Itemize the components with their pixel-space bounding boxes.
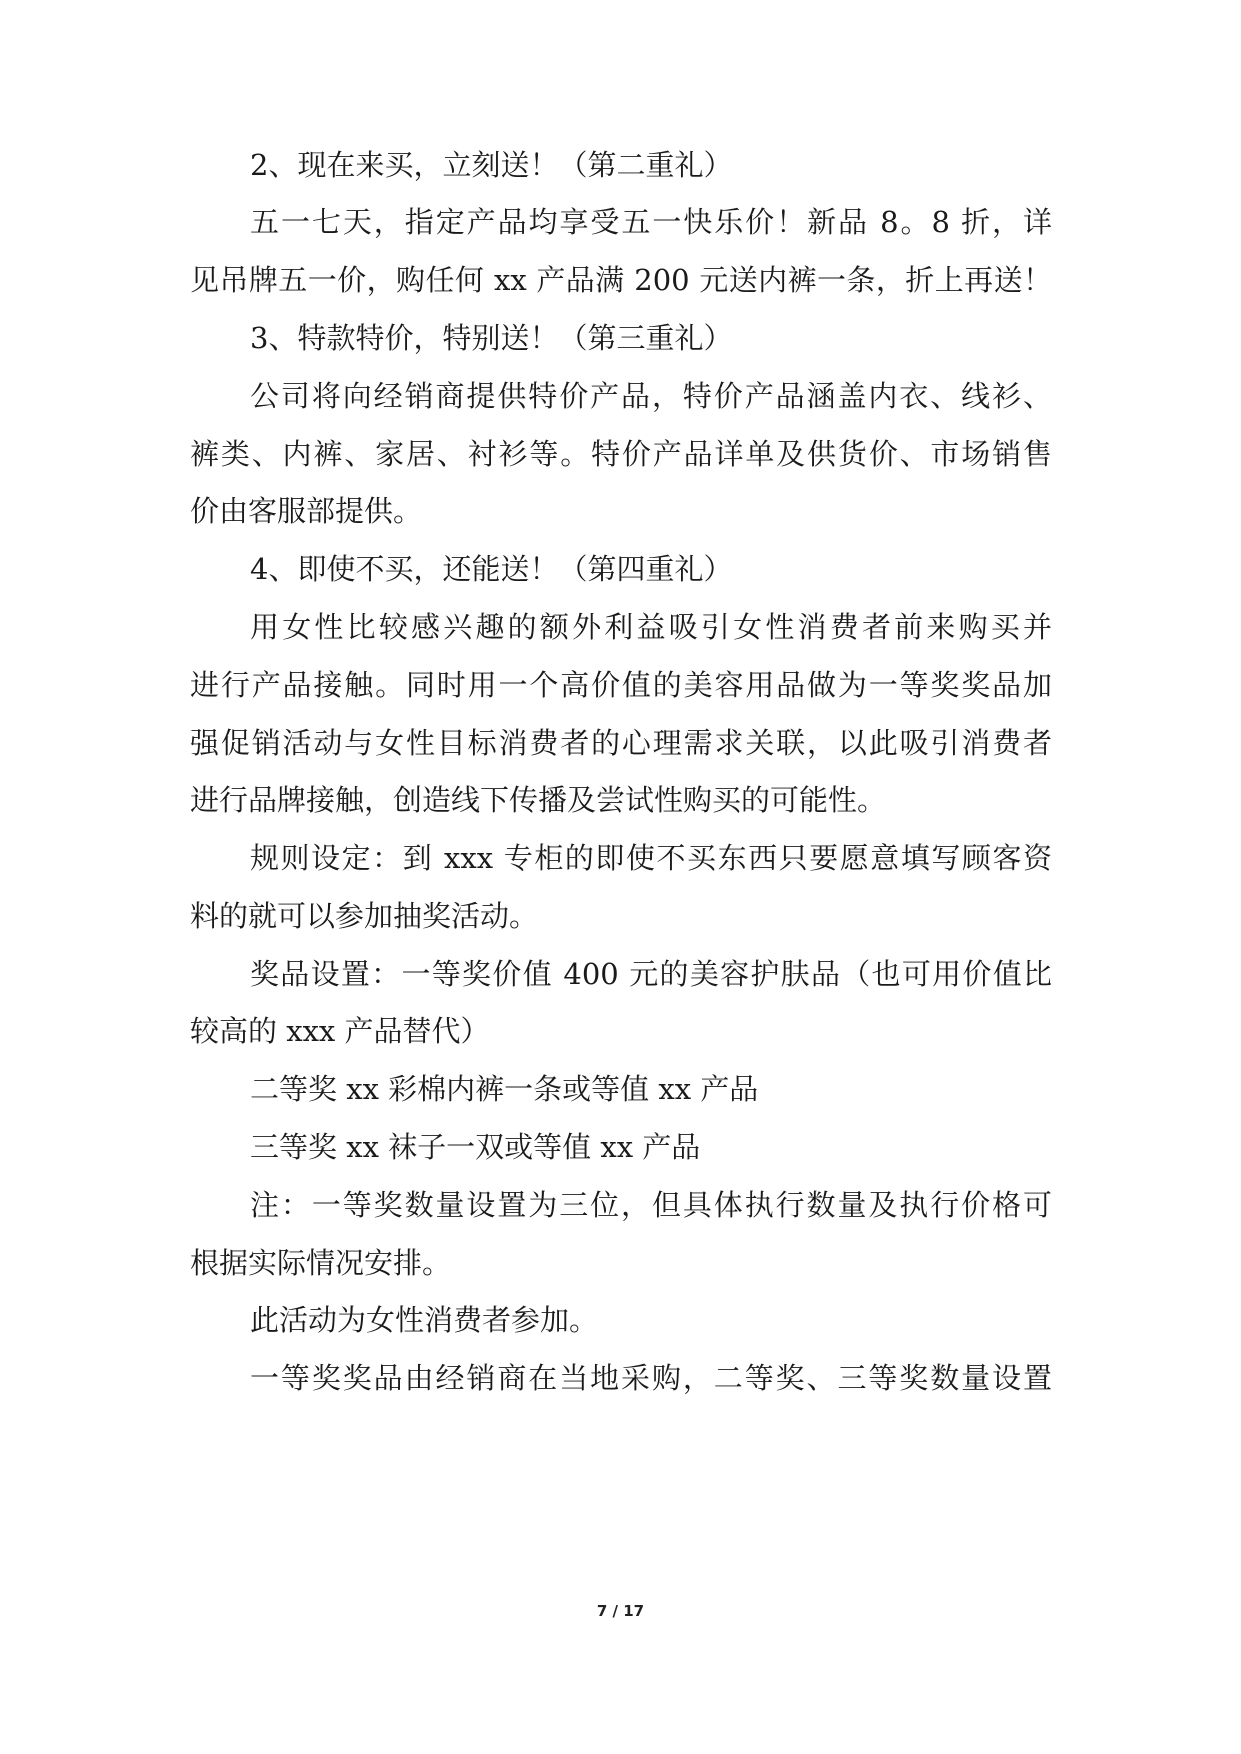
paragraph-line: 较高的 xxx 产品替代）: [190, 1014, 490, 1048]
section-heading-2: 2、现在来买，立刻送！（第二重礼）: [250, 148, 733, 182]
paragraph-line: 进行产品接触。同时用一个高价值的美容用品做为一等奖奖品加: [190, 668, 1052, 702]
page-number: 7 / 17: [596, 1602, 645, 1620]
paragraph-line: 一等奖奖品由经销商在当地采购，二等奖、三等奖数量设置: [250, 1361, 1052, 1395]
section-heading-4: 4、即使不买，还能送！（第四重礼）: [250, 552, 733, 586]
paragraph-line: 注：一等奖数量设置为三位，但具体执行数量及执行价格可: [250, 1188, 1052, 1222]
section-heading-3: 3、特款特价，特别送！（第三重礼）: [250, 321, 733, 355]
paragraph-line: 此活动为女性消费者参加。: [250, 1303, 599, 1337]
paragraph-line: 见吊牌五一价，购任何 xx 产品满 200 元送内裤一条，折上再送！: [190, 263, 1052, 297]
paragraph-line: 用女性比较感兴趣的额外利益吸引女性消费者前来购买并: [250, 610, 1052, 644]
paragraph-line: 料的就可以参加抽奖活动。: [190, 899, 539, 933]
paragraph-line: 进行品牌接触，创造线下传播及尝试性购买的可能性。: [190, 783, 887, 817]
paragraph-line: 裤类、内裤、家居、衬衫等。特价产品详单及供货价、市场销售: [190, 437, 1052, 471]
paragraph-line: 强促销活动与女性目标消费者的心理需求关联，以此吸引消费者: [190, 726, 1052, 760]
paragraph-line: 奖品设置：一等奖价值 400 元的美容护肤品（也可用价值比: [250, 957, 1052, 991]
paragraph-line: 二等奖 xx 彩棉内裤一条或等值 xx 产品: [250, 1072, 759, 1106]
paragraph-line: 三等奖 xx 袜子一双或等值 xx 产品: [250, 1130, 701, 1164]
paragraph-line: 价由客服部提供。: [190, 494, 423, 528]
paragraph-line: 五一七天，指定产品均享受五一快乐价！新品 8。8 折，详: [250, 205, 1052, 239]
paragraph-line: 公司将向经销商提供特价产品，特价产品涵盖内衣、线衫、: [250, 379, 1052, 413]
paragraph-line: 规则设定：到 xxx 专柜的即使不买东西只要愿意填写顾客资: [250, 841, 1052, 875]
paragraph-line: 根据实际情况安排。: [190, 1246, 452, 1280]
